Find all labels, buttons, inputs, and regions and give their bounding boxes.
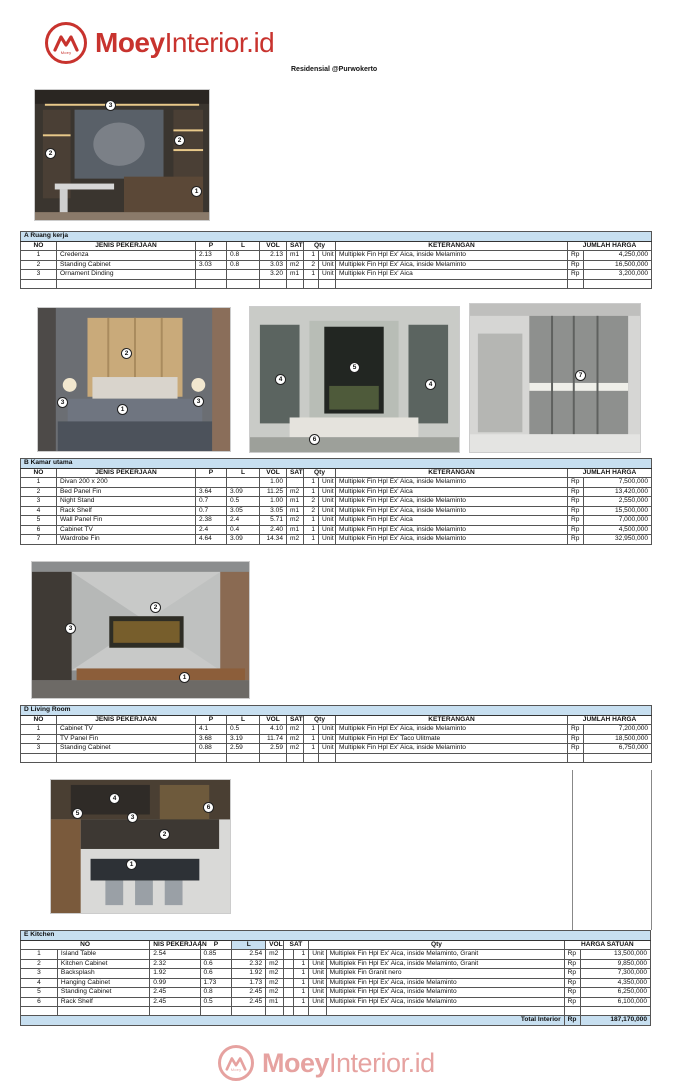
grid-line <box>572 770 573 930</box>
col-header-no: NO <box>21 468 57 478</box>
col-header-vol: VOL <box>260 468 287 478</box>
section-title: B Kamar utama <box>21 459 652 469</box>
table-kitchen <box>20 930 651 1026</box>
col-header-jenis: JENIS PEKERJAAN <box>57 241 196 251</box>
brand-mark-text: Moey <box>230 1067 242 1072</box>
section-title: D Living Room <box>21 706 652 716</box>
photo-marker: 5 <box>72 808 83 819</box>
brand-mark-text: Moey <box>60 50 72 55</box>
table-living-room <box>20 705 652 763</box>
section-title: A Ruang kerja <box>21 232 652 242</box>
col-header-no: NO <box>21 241 57 251</box>
col-header-keterangan: KETERANGAN <box>336 468 568 478</box>
photo-marker: 2 <box>121 348 132 359</box>
total-row <box>21 1016 651 1026</box>
photo-marker: 1 <box>126 859 137 870</box>
photo-marker: 4 <box>275 374 286 385</box>
col-header-l: L <box>232 940 266 950</box>
brand-mark-icon <box>45 22 87 64</box>
col-header-sat: SAT <box>287 468 304 478</box>
col-header-qty: Qty <box>304 468 336 478</box>
col-header-jenis: NIS PEKERJAAN <box>150 940 200 950</box>
brand-logo-footer <box>218 1045 435 1081</box>
photo-marker: 1 <box>117 404 128 415</box>
col-header-keterangan: KETERANGAN <box>336 241 568 251</box>
photo-bedroom <box>37 307 231 452</box>
photo-marker: 4 <box>425 379 436 390</box>
brand-logo <box>45 22 274 64</box>
table-row: 2 Standing Cabinet 3.03 0.8 3.03 m2 2 Unit Multiplek Fin Hpl Ex' Aica, inside Melaminto Rp 16,500,000 <box>21 260 652 270</box>
col-header-l: L <box>227 241 260 251</box>
photo-marker: 2 <box>150 602 161 613</box>
photo-marker: 3 <box>57 397 68 408</box>
col-header-l: L <box>227 715 260 725</box>
photo-marker: 3 <box>193 396 204 407</box>
photo-wardrobe <box>469 303 641 453</box>
col-header-no: NO <box>21 715 57 725</box>
table-row: 3 Ornament Dinding 3.20 m1 1 Unit Multiplek Fin Hpl Ex' Aica Rp 3,200,000 <box>21 270 652 280</box>
photo-marker: 3 <box>127 812 138 823</box>
photo-marker: 1 <box>179 672 190 683</box>
col-header-sat: SAT <box>287 715 304 725</box>
table-row: 1 Island Table 2.54 0.85 2.54 m2 1 Unit Multiplek Fin Hpl Ex' Aica, inside Melaminto, Granit Rp 13,500,000 <box>21 950 651 960</box>
table-row: 1 Credenza 2.13 0.8 2.13 m1 1 Unit Multiplek Fin Hpl Ex' Aica, inside Melaminto Rp 4,250,000 <box>21 251 652 261</box>
col-header-jenis: JENIS PEKERJAAN <box>57 468 196 478</box>
photo-marker: 3 <box>65 623 76 634</box>
photo-marker: 2 <box>174 135 185 146</box>
total-currency: Rp <box>564 1016 580 1026</box>
table-kamar-utama <box>20 458 652 545</box>
brand-mark-icon <box>218 1045 254 1081</box>
brand-name: MoeyInterior.id <box>262 1047 435 1078</box>
photo-marker: 7 <box>575 370 586 381</box>
col-header-harga: HARGA SATUAN <box>564 940 650 950</box>
col-header-jumlah: JUMLAH HARGA <box>568 468 652 478</box>
photo-marker: 4 <box>109 793 120 804</box>
photo-kitchen <box>50 779 231 914</box>
col-header-p: P <box>200 940 232 950</box>
table-row: 1 Divan 200 x 200 1.00 1 Unit Multiplek Fin Hpl Ex' Aica, inside Melaminto Rp 7,500,000 <box>21 478 652 488</box>
photo-marker: 2 <box>159 829 170 840</box>
col-header-keterangan: KETERANGAN <box>336 715 568 725</box>
photo-bedroom-tv <box>249 306 460 453</box>
table-row: 4 Hanging Cabinet 0.99 1.73 1.73 m2 1 Unit Multiplek Fin Hpl Ex' Aica, inside Melaminto Rp 4,350,000 <box>21 978 651 988</box>
col-header-vol: VOL <box>260 715 287 725</box>
total-value: 187,170,000 <box>581 1016 651 1026</box>
table-row: 6 Rack Shelf 2.45 0.5 2.45 m1 1 Unit Multiplek Fin Hpl Ex' Aica, inside Melaminto Rp 6,100,000 <box>21 997 651 1007</box>
col-header-qty: Qty <box>309 940 564 950</box>
table-row: 5 Wall Panel Fin 2.38 2.4 5.71 m2 1 Unit Multiplek Fin Hpl Ex' Aica Rp 7,000,000 <box>21 516 652 526</box>
col-header-no: NO <box>21 940 150 950</box>
col-header-p: P <box>196 241 227 251</box>
grid-line <box>651 770 652 930</box>
table-row: 2 TV Panel Fin 3.68 3.19 11.74 m2 1 Unit Multiplek Fin Hpl Ex' Taco Ulitmate Rp 18,500,000 <box>21 734 652 744</box>
table-ruang-kerja <box>20 231 652 289</box>
photo-ruang-kerja <box>34 89 210 221</box>
col-header-jenis: JENIS PEKERJAAN <box>57 715 196 725</box>
col-header-qty: Qty <box>304 241 336 251</box>
table-row: 3 Backsplash 1.92 0.6 1.92 m2 1 Unit Multiplek Fin Granit nero Rp 7,300,000 <box>21 969 651 979</box>
col-header-vol: VOL <box>266 940 283 950</box>
table-row: 1 Cabinet TV 4.1 0.5 4.10 m2 1 Unit Multiplek Fin Hpl Ex' Aica, inside Melaminto Rp 7,200,000 <box>21 725 652 735</box>
table-row: 5 Standing Cabinet 2.45 0.8 2.45 m2 1 Unit Multiplek Fin Hpl Ex' Aica, inside Melaminto Rp 6,250,000 <box>21 988 651 998</box>
table-row: 6 Cabinet TV 2.4 0.4 2.40 m1 1 Unit Multiplek Fin Hpl Ex' Aica, inside Melaminto Rp 4,500,000 <box>21 525 652 535</box>
table-row: 3 Standing Cabinet 0.88 2.59 2.59 m2 1 Unit Multiplek Fin Hpl Ex' Aica, inside Melaminto Rp 6,750,000 <box>21 744 652 754</box>
page-subtitle: Residensial @Purwokerto <box>291 66 378 73</box>
photo-marker: 2 <box>45 148 56 159</box>
table-row: 3 Night Stand 0.7 0.5 1.00 m1 2 Unit Multiplek Fin Hpl Ex' Aica, inside Melaminto Rp 2,550,000 <box>21 497 652 507</box>
photo-marker: 6 <box>309 434 320 445</box>
table-row: 2 Kitchen Cabinet 2.32 0.6 2.32 m2 1 Unit Multiplek Fin Hpl Ex' Aica, inside Melaminto, Granit Rp 9,850,000 <box>21 959 651 969</box>
photo-marker: 5 <box>349 362 360 373</box>
col-header-l: L <box>227 468 260 478</box>
table-row: 4 Rack Shelf 0.7 3.05 3.05 m1 2 Unit Multiplek Fin Hpl Ex' Aica, inside Melaminto Rp 15,500,000 <box>21 506 652 516</box>
col-header-p: P <box>196 468 227 478</box>
photo-marker: 6 <box>203 802 214 813</box>
total-label: Total Interior <box>21 1016 565 1026</box>
col-header-vol: VOL <box>260 241 287 251</box>
brand-name: MoeyInterior.id <box>95 27 275 58</box>
col-header-sat: SAT <box>287 241 304 251</box>
col-header-jumlah: JUMLAH HARGA <box>568 241 652 251</box>
section-title: E Kitchen <box>21 931 651 941</box>
col-header-p: P <box>196 715 227 725</box>
table-row: 7 Wardrobe Fin 4.64 3.09 14.34 m2 1 Unit Multiplek Fin Hpl Ex' Aica, inside Melaminto Rp 32,950,000 <box>21 535 652 545</box>
photo-living-room <box>31 561 250 699</box>
photo-marker: 1 <box>191 186 202 197</box>
photo-marker: 3 <box>105 100 116 111</box>
col-header-jumlah: JUMLAH HARGA <box>568 715 652 725</box>
col-header-qty: Qty <box>304 715 336 725</box>
col-header-sat: SAT <box>283 940 309 950</box>
table-row: 2 Bed Panel Fin 3.64 3.09 11.25 m2 1 Unit Multiplek Fin Hpl Ex' Aica Rp 13,420,000 <box>21 487 652 497</box>
